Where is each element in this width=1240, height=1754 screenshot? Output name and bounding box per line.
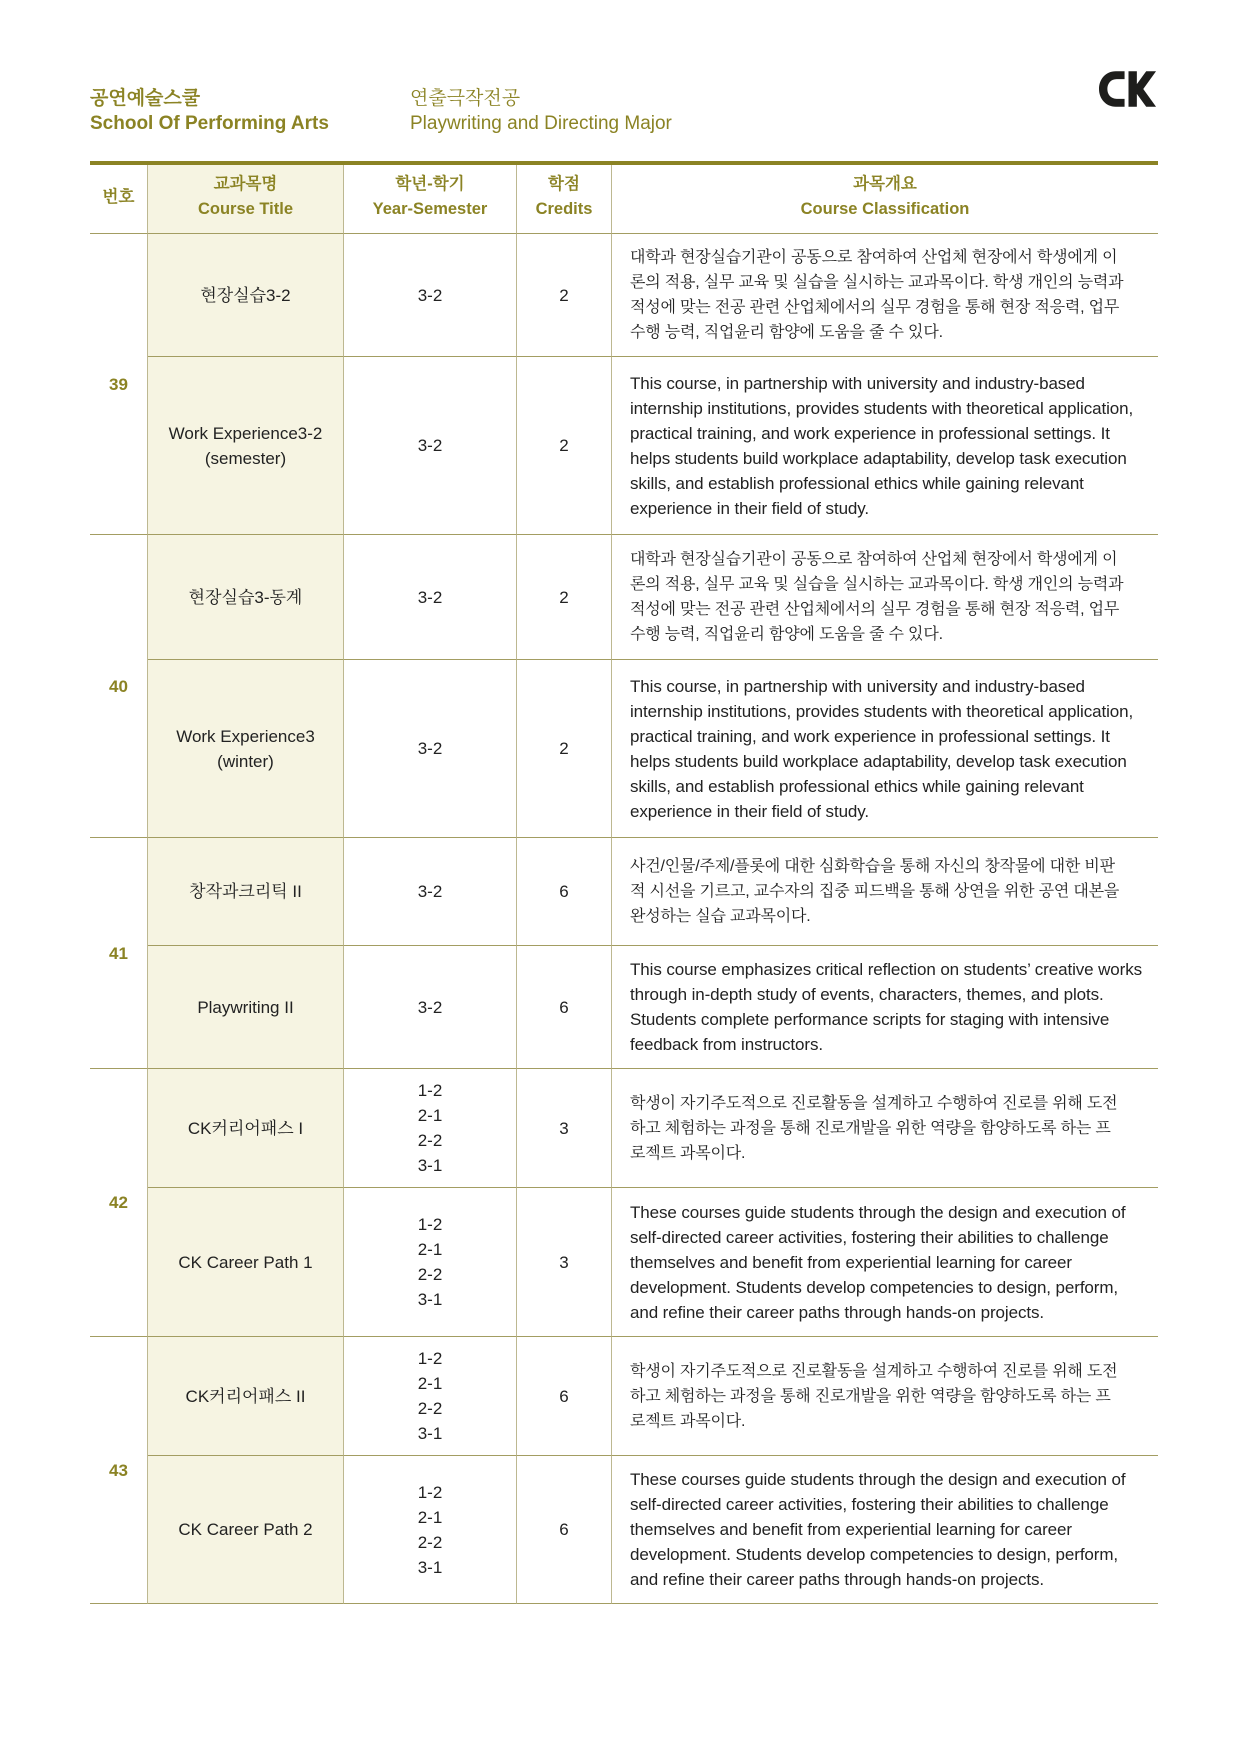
header-year-semester-en: Year-Semester <box>372 200 488 218</box>
credits-cell <box>517 838 612 946</box>
credits-value: 6 <box>559 997 569 1017</box>
description-line: themselves and benefit from experiential learning for career <box>630 1520 1072 1539</box>
course-title-line: Work Experience3-2 <box>168 423 323 443</box>
course-number-cell <box>90 1337 148 1604</box>
year-semester-value: 2-1 <box>417 1374 443 1393</box>
year-semester-value: 3-2 <box>417 882 443 901</box>
description-line: experience in their field of study. <box>630 801 870 821</box>
year-semester-value: 3-1 <box>417 1156 443 1175</box>
course-title-cell <box>148 946 344 1069</box>
credits-cell <box>517 946 612 1069</box>
course-title-cell <box>148 357 344 535</box>
ck-logo <box>1099 71 1158 107</box>
course-title-line: 현장실습3-2 <box>200 285 291 305</box>
description-line: practical training, and work experience in professional settings. It <box>630 423 1110 443</box>
credits-cell <box>517 1188 612 1337</box>
course-title-line: (semester) <box>204 448 287 468</box>
course-description-cell <box>612 1456 1158 1604</box>
year-semester-cell <box>344 357 517 535</box>
description-line: through in-depth study of events, characters, themes, and plots. <box>630 985 1104 1004</box>
year-semester-value: 1-2 <box>417 1215 443 1234</box>
header-year-semester-ko: 학년-학기 <box>395 175 465 193</box>
year-semester-value: 3-2 <box>417 285 443 305</box>
credits-cell <box>517 1456 612 1604</box>
header-credits <box>517 165 612 234</box>
credits-value: 2 <box>559 436 569 455</box>
description-line: development. Students develop competencies to design, perform, <box>630 1545 1119 1564</box>
year-semester-value: 2-1 <box>417 1240 443 1259</box>
description-line: This course, in partnership with university and industry-based <box>630 373 1085 393</box>
header-course-title-en: Course Title <box>197 200 294 218</box>
description-line: 로젝트 과목이다. <box>630 1412 746 1430</box>
year-semester-value: 2-2 <box>417 1532 443 1552</box>
credits-cell <box>517 535 612 660</box>
year-semester-value: 3-1 <box>417 1557 443 1577</box>
school-block <box>90 86 329 136</box>
course-description-cell <box>612 660 1158 838</box>
description-line: Students complete performance scripts for staging with intensive <box>630 1010 1110 1029</box>
year-semester-value: 2-2 <box>417 1399 443 1418</box>
major-name-english: Playwriting and Directing Major <box>410 113 672 134</box>
description-line: helps students build workplace adaptability, develop task execution <box>630 448 1127 468</box>
course-title-line: 창작과크리틱 II <box>189 882 302 901</box>
year-semester-value: 3-1 <box>417 1424 443 1443</box>
year-semester-value: 3-2 <box>417 436 443 455</box>
year-semester-value: 1-2 <box>417 1081 443 1100</box>
credits-value: 3 <box>559 1252 569 1272</box>
year-semester-cell <box>344 1188 517 1337</box>
year-semester-value: 2-2 <box>417 1131 443 1150</box>
header-overview <box>612 165 1158 234</box>
school-name-korean: 공연예술스쿨 <box>90 88 201 109</box>
credits-cell <box>517 660 612 838</box>
year-semester-value: 2-2 <box>417 1265 443 1284</box>
year-semester-value: 3-2 <box>417 587 443 607</box>
course-title-line: Playwriting II <box>197 997 294 1017</box>
course-number-cell <box>90 838 148 1069</box>
credits-cell <box>517 1069 612 1188</box>
course-description-cell <box>612 357 1158 535</box>
description-line: skills, and establish professional ethics while gaining relevant <box>630 473 1084 493</box>
year-semester-value: 3-1 <box>417 1290 443 1309</box>
header-number <box>90 165 148 234</box>
course-description-cell <box>612 1069 1158 1188</box>
description-line: 학생이 자기주도적으로 진로활동을 설계하고 수행하여 진로를 위해 도전 <box>630 1362 1118 1380</box>
description-line: 적 시선을 기르고, 교수자의 집중 피드백을 통해 상연을 위한 공연 대본을 <box>630 883 1120 900</box>
header-credits-ko: 학점 <box>548 175 580 193</box>
description-line: 적성에 맞는 전공 관련 산업체에서의 실무 경험을 통해 현장 적응력, 업무 <box>630 601 1120 618</box>
year-semester-value: 1-2 <box>417 1482 443 1502</box>
course-number: 40 <box>109 676 128 696</box>
credits-cell <box>517 357 612 535</box>
course-title-cell <box>148 1456 344 1604</box>
description-line: internship institutions, provides students with theoretical application, <box>630 701 1134 721</box>
description-line: 대학과 현장실습기관이 공동으로 참여하여 산업체 현장에서 학생에게 이 <box>630 551 1118 568</box>
course-description-cell <box>612 946 1158 1069</box>
description-line: 로젝트 과목이다. <box>630 1144 746 1162</box>
description-line: skills, and establish professional ethics while gaining relevant <box>630 776 1084 796</box>
course-number-cell <box>90 535 148 838</box>
description-line: feedback from instructors. <box>630 1035 823 1054</box>
course-description-cell <box>612 1188 1158 1337</box>
description-line: themselves and benefit from experiential learning for career <box>630 1252 1072 1272</box>
year-semester-cell <box>344 234 517 357</box>
description-line: These courses guide students through the design and execution of <box>630 1202 1126 1222</box>
course-title-line: CK커리어패스 II <box>185 1386 306 1406</box>
course-title-cell <box>148 234 344 357</box>
description-line: helps students build workplace adaptability, develop task execution <box>630 751 1127 771</box>
course-description-cell <box>612 838 1158 946</box>
course-title-cell <box>148 1069 344 1188</box>
course-description-cell <box>612 234 1158 357</box>
description-line: development. Students develop competencies to design, perform, <box>630 1277 1119 1297</box>
course-title-line: CK Career Path 2 <box>178 1520 313 1539</box>
year-semester-value: 2-1 <box>417 1106 443 1125</box>
year-semester-cell <box>344 838 517 946</box>
course-title-line: CK Career Path 1 <box>178 1252 313 1272</box>
header-course-title-ko: 교과목명 <box>213 175 278 193</box>
credits-value: 2 <box>559 587 569 607</box>
header-year-semester <box>344 165 517 234</box>
course-title-line: CK커리어패스 I <box>187 1118 304 1138</box>
year-semester-cell <box>344 1337 517 1456</box>
description-line: experience in their field of study. <box>630 498 870 518</box>
course-title-line: (winter) <box>217 751 274 771</box>
description-line: 수행 능력, 직업윤리 함양에 도움을 줄 수 있다. <box>630 626 943 643</box>
course-description-cell <box>612 1337 1158 1456</box>
credits-value: 6 <box>559 882 569 901</box>
credits-cell <box>517 1337 612 1456</box>
year-semester-value: 1-2 <box>417 1349 443 1368</box>
year-semester-cell <box>344 535 517 660</box>
description-line: 하고 체험하는 과정을 통해 진로개발을 위한 역량을 함양하도록 하는 프 <box>630 1119 1111 1137</box>
description-line: 완성하는 실습 교과목이다. <box>630 908 811 925</box>
credits-cell <box>517 234 612 357</box>
course-number: 41 <box>109 943 128 963</box>
credits-value: 2 <box>559 739 569 758</box>
year-semester-cell <box>344 1069 517 1188</box>
description-line: 적성에 맞는 전공 관련 산업체에서의 실무 경험을 통해 현장 적응력, 업무 <box>630 299 1120 316</box>
description-line: 론의 적용, 실무 교육 및 실습을 실시하는 교과목이다. 학생 개인의 능력과 <box>630 576 1124 593</box>
credits-value: 3 <box>559 1118 569 1138</box>
description-line: 사건/인물/주제/플롯에 대한 심화학습을 통해 자신의 창작물에 대한 비판 <box>630 858 1115 875</box>
description-line: self-directed career activities, fostering their abilities to challenge <box>630 1495 1109 1514</box>
year-semester-value: 3-2 <box>417 997 443 1017</box>
year-semester-cell <box>344 946 517 1069</box>
description-line: 하고 체험하는 과정을 통해 진로개발을 위한 역량을 함양하도록 하는 프 <box>630 1387 1111 1405</box>
credits-value: 6 <box>559 1386 569 1406</box>
course-title-cell <box>148 1188 344 1337</box>
course-title-cell <box>148 1337 344 1456</box>
description-line: self-directed career activities, fostering their abilities to challenge <box>630 1227 1109 1247</box>
course-description-cell <box>612 535 1158 660</box>
description-line: and refine their career paths through hands-on projects. <box>630 1570 1044 1589</box>
header-course-title <box>148 165 344 234</box>
school-name-english: School Of Performing Arts <box>90 113 329 134</box>
major-name-korean: 연출극작전공 <box>410 88 521 109</box>
course-number: 42 <box>109 1193 128 1212</box>
description-line: 대학과 현장실습기관이 공동으로 참여하여 산업체 현장에서 학생에게 이 <box>630 249 1118 266</box>
course-title-line: 현장실습3-동계 <box>188 587 303 607</box>
course-title-cell <box>148 535 344 660</box>
major-block <box>410 86 672 136</box>
description-line: These courses guide students through the design and execution of <box>630 1470 1126 1489</box>
credits-value: 6 <box>559 1520 569 1539</box>
description-line: 학생이 자기주도적으로 진로활동을 설계하고 수행하여 진로를 위해 도전 <box>630 1094 1118 1112</box>
course-number-cell <box>90 1069 148 1337</box>
header-overview-ko: 과목개요 <box>853 175 917 193</box>
header-number-label: 번호 <box>102 187 135 206</box>
course-table <box>90 165 1158 1604</box>
description-line: 수행 능력, 직업윤리 함양에 도움을 줄 수 있다. <box>630 324 943 341</box>
description-line: and refine their career paths through hands-on projects. <box>630 1302 1044 1322</box>
header-overview-en: Course Classification <box>800 200 970 218</box>
year-semester-cell <box>344 1456 517 1604</box>
course-number-cell <box>90 234 148 535</box>
course-title-cell <box>148 838 344 946</box>
course-title-line: Work Experience3 <box>176 726 315 746</box>
course-title-cell <box>148 660 344 838</box>
description-line: practical training, and work experience in professional settings. It <box>630 726 1110 746</box>
description-line: This course, in partnership with university and industry-based <box>630 676 1085 696</box>
year-semester-value: 3-2 <box>417 739 443 758</box>
year-semester-cell <box>344 660 517 838</box>
course-number: 43 <box>109 1460 128 1480</box>
credits-value: 2 <box>559 285 569 305</box>
description-line: This course emphasizes critical reflection on students’ creative works <box>630 960 1143 979</box>
description-line: internship institutions, provides students with theoretical application, <box>630 398 1134 418</box>
course-number: 39 <box>109 374 128 394</box>
description-line: 론의 적용, 실무 교육 및 실습을 실시하는 교과목이다. 학생 개인의 능력과 <box>630 274 1124 291</box>
header-credits-en: Credits <box>535 200 593 218</box>
year-semester-value: 2-1 <box>417 1507 443 1527</box>
